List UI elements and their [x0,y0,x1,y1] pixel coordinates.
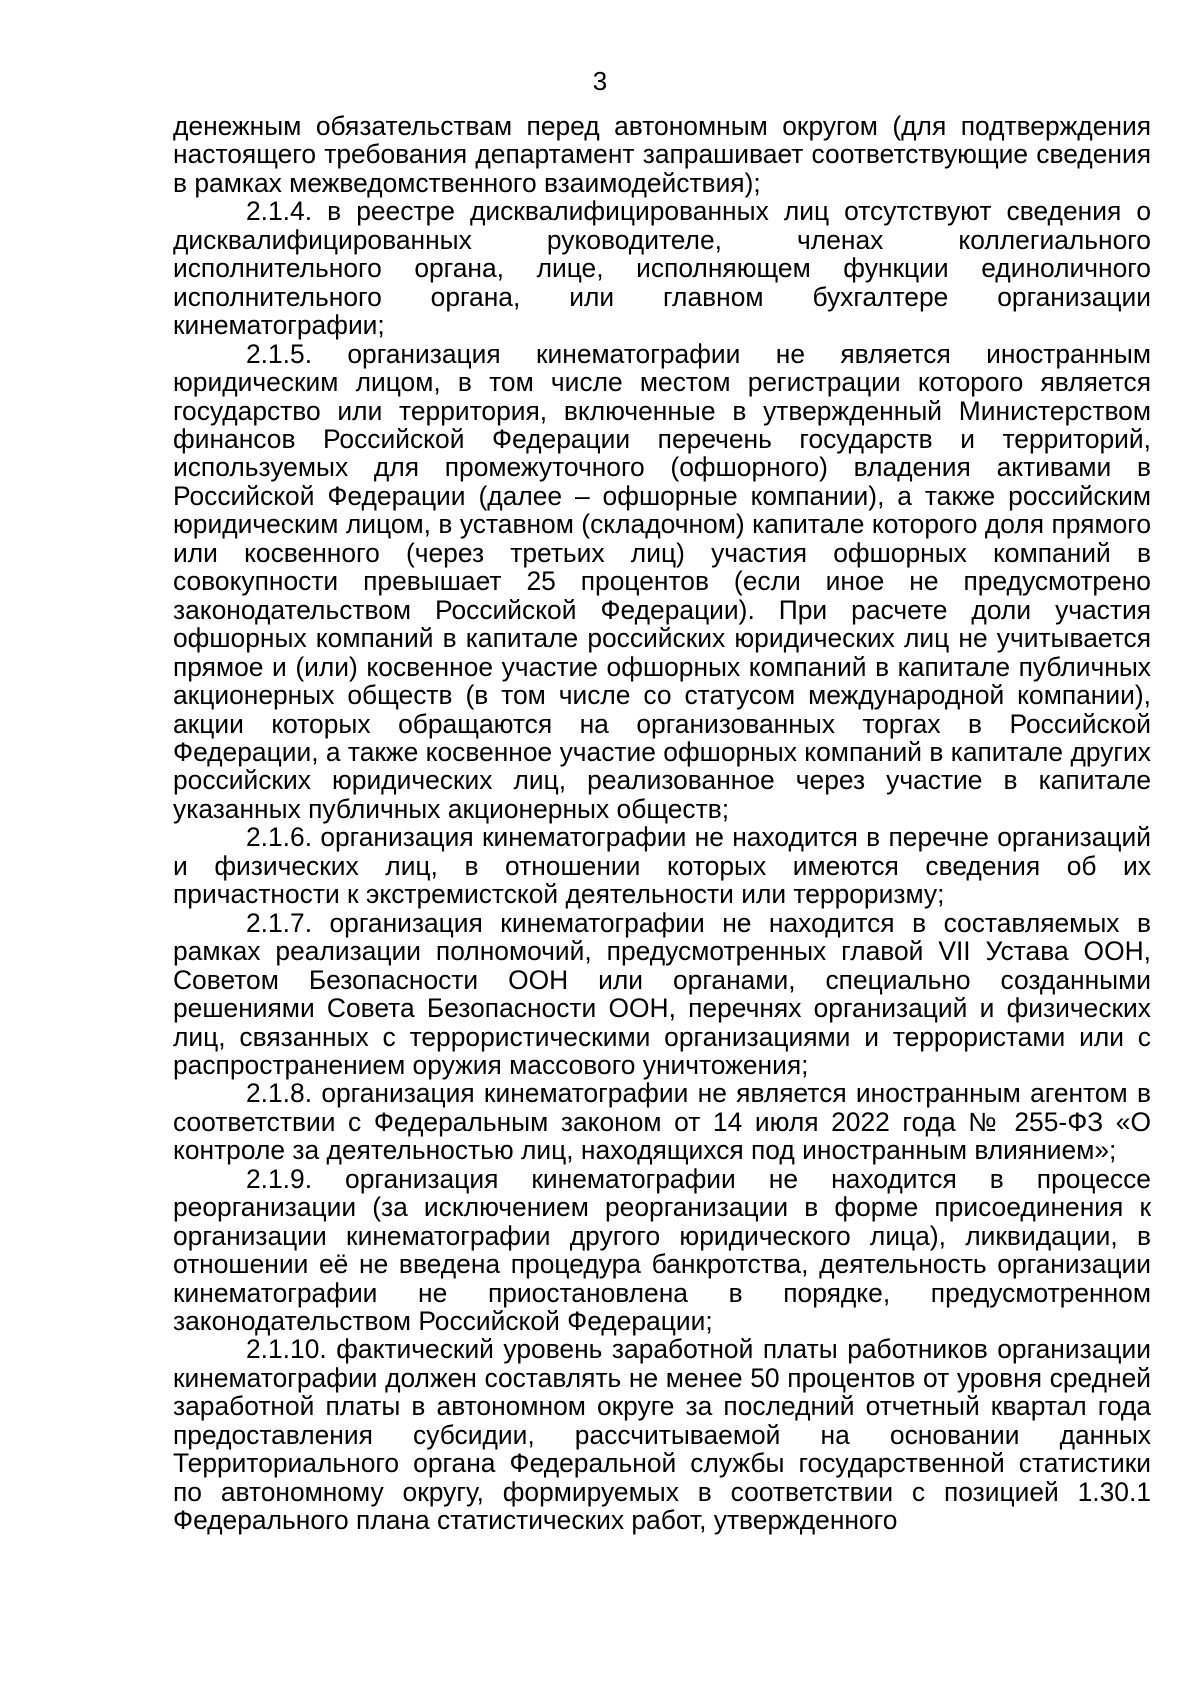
paragraph-2-1-7: 2.1.7. организация кинематографии не находится в составляемых в рамках реализации полномочий, предусмотренных главой VII Устава ООН, Советом Безопасности ООН или органами, специально созданными решениями Совета Безопасности ООН, перечнях организаций и физических лиц, связанных с террористическими организациями и террористами или с распространением оружия массового уничтожения; [173,907,1151,1080]
paragraph-2-1-4: 2.1.4. в реестре дисквалифицированных лиц отсутствуют сведения о дисквалифицированных руководителе, членах коллегиального исполнительного органа, лице, исполняющем функции единоличного исполнительного органа, или главном бухгалтере организации кинематографии; [173,196,1151,341]
document-body [173,112,1151,1535]
paragraph-2-1-9: 2.1.9. организация кинематографии не находится в процессе реорганизации (за исключением реорганизации в форме присоединения к организации кинематографии другого юридического лица), ликвидации, в отношении её не введена процедура банкротства, деятельность организации кинематографии не приостановлена в порядке, предусмотренном законодательством Российской Федерации; [173,1163,1151,1337]
paragraph-2-1-10: 2.1.10. фактический уровень заработной платы работников организации кинематографии должен составлять не менее 50 процентов от уровня средней заработной платы в автономном округе за последний отчетный квартал года предоставления субсидии, рассчитываемой на основании данных Территориального органа Федеральной службы государственной статистики по автономному округу, формируемых в соответствии с позицией 1.30.1 Федерального плана статистических работ, утвержденного [173,1334,1151,1536]
paragraph-continuation: денежным обязательствам перед автономным округом (для подтверждения настоящего требования департамент запрашивает соответствующие сведения в рамках межведомственного взаимодействия); [173,111,1151,198]
paragraph-2-1-6: 2.1.6. организация кинематографии не находится в перечне организаций и физических лиц, в отношении которых имеются сведения об их причастности к экстремистской деятельности или терроризму; [173,822,1151,910]
paragraph-2-1-8: 2.1.8. организация кинематографии не является иностранным агентом в соответствии с Федеральным законом от 14 июля 2022 года № 255-ФЗ «О контроле за деятельностью лиц, находящихся под иностранным влиянием»; [173,1078,1151,1166]
page-number: 3 [592,66,608,96]
paragraph-2-1-5: 2.1.5. организация кинематографии не является иностранным юридическим лицом, в том числе местом регистрации которого является государство или территория, включенные в утвержденный Министерством финансов Российской Федерации перечень государств и территорий, используемых для промежуточного (офшорного) владения активами в Российской Федерации (далее – офшорные компании), а также российским юридическим лицом, в уставном (складочном) капитале которого доля прямого или косвенного (через третьих лиц) участия офшорных компаний в совокупности превышает 25 процентов (если иное не предусмотрено законодательством Российской Федерации). При расчете доли участия офшорных компаний в капитале российских юридических лиц не учитывается прямое и (или) косвенное участие офшорных компаний в капитале публичных акционерных обществ (в том числе со статусом международной компании), акции которых обращаются на организованных торгах в Российской Федерации, а также косвенное участие офшорных компаний в капитале других российских юридических лиц, реализованное через участие в капитале указанных публичных акционерных обществ; [173,338,1151,824]
